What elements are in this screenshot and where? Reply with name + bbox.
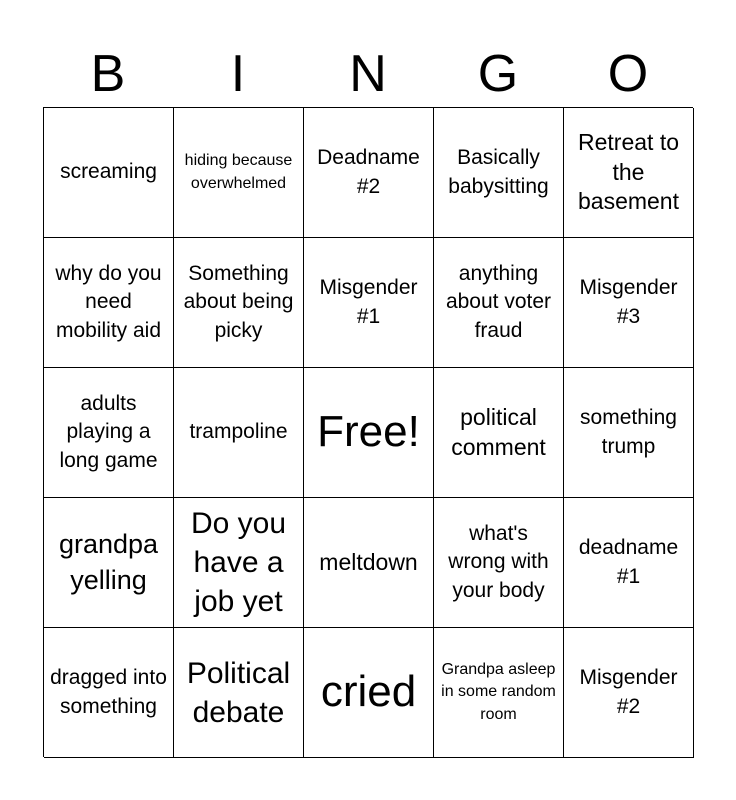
bingo-cell-free[interactable] <box>304 368 434 498</box>
bingo-cell[interactable] <box>174 628 304 758</box>
header-letter-i: I <box>230 45 246 103</box>
bingo-cell[interactable] <box>44 108 174 238</box>
bingo-cell[interactable] <box>174 368 304 498</box>
header-letter-n: N <box>349 45 387 103</box>
bingo-cell[interactable] <box>44 628 174 758</box>
cell-text: meltdown <box>319 548 418 575</box>
cell-text: trampoline <box>189 420 288 444</box>
cell-text: Misgender #2 <box>579 666 678 718</box>
bingo-grid <box>43 107 693 757</box>
bingo-cell[interactable] <box>174 238 304 368</box>
cell-text: cried <box>320 667 417 717</box>
bingo-cell[interactable] <box>304 628 434 758</box>
bingo-cell[interactable] <box>564 368 694 498</box>
cell-text: Political debate <box>186 656 291 729</box>
bingo-cell[interactable] <box>434 628 564 758</box>
header-letter-g: G <box>477 45 519 103</box>
bingo-cell[interactable] <box>564 108 694 238</box>
bingo-cell[interactable] <box>564 238 694 368</box>
cell-text: Grandpa asleep in some random room <box>441 660 556 723</box>
bingo-cell[interactable] <box>434 108 564 238</box>
cell-text: Something about being picky <box>183 262 294 342</box>
cell-text: Free! <box>317 407 420 457</box>
cell-text: Deadname #2 <box>317 146 420 198</box>
cell-text: something trump <box>580 406 677 458</box>
bingo-cell[interactable] <box>304 108 434 238</box>
bingo-cell[interactable] <box>564 628 694 758</box>
cell-text: Do you have a job yet <box>190 507 287 618</box>
cell-text: Retreat to the basement <box>577 128 679 215</box>
cell-text: screaming <box>60 160 157 184</box>
bingo-cell[interactable] <box>174 108 304 238</box>
cell-text: anything about voter fraud <box>445 262 552 342</box>
cell-text: Misgender #1 <box>319 276 418 328</box>
cell-text: deadname #1 <box>578 536 679 588</box>
cell-text: grandpa yelling <box>58 529 159 595</box>
bingo-cell[interactable] <box>434 498 564 628</box>
bingo-cell[interactable] <box>304 498 434 628</box>
bingo-cell[interactable] <box>44 498 174 628</box>
header-letter-b: B <box>90 45 126 103</box>
cell-text: political comment <box>451 403 546 460</box>
cell-text: hiding because overwhelmed <box>184 152 293 192</box>
cell-text: Basically babysitting <box>448 146 549 198</box>
cell-text: adults playing a long game <box>59 392 158 472</box>
bingo-cell[interactable] <box>174 498 304 628</box>
cell-text: what's wrong with your body <box>448 522 549 602</box>
header-letter-o: O <box>607 45 649 103</box>
bingo-cell[interactable] <box>44 238 174 368</box>
cell-text: Misgender #3 <box>579 276 678 328</box>
bingo-header <box>43 42 693 106</box>
bingo-cell[interactable] <box>434 368 564 498</box>
bingo-cell[interactable] <box>44 368 174 498</box>
cell-text: dragged into something <box>50 666 167 718</box>
bingo-cell[interactable] <box>564 498 694 628</box>
bingo-cell[interactable] <box>304 238 434 368</box>
bingo-cell[interactable] <box>434 238 564 368</box>
cell-text: why do you need mobility aid <box>55 262 162 342</box>
